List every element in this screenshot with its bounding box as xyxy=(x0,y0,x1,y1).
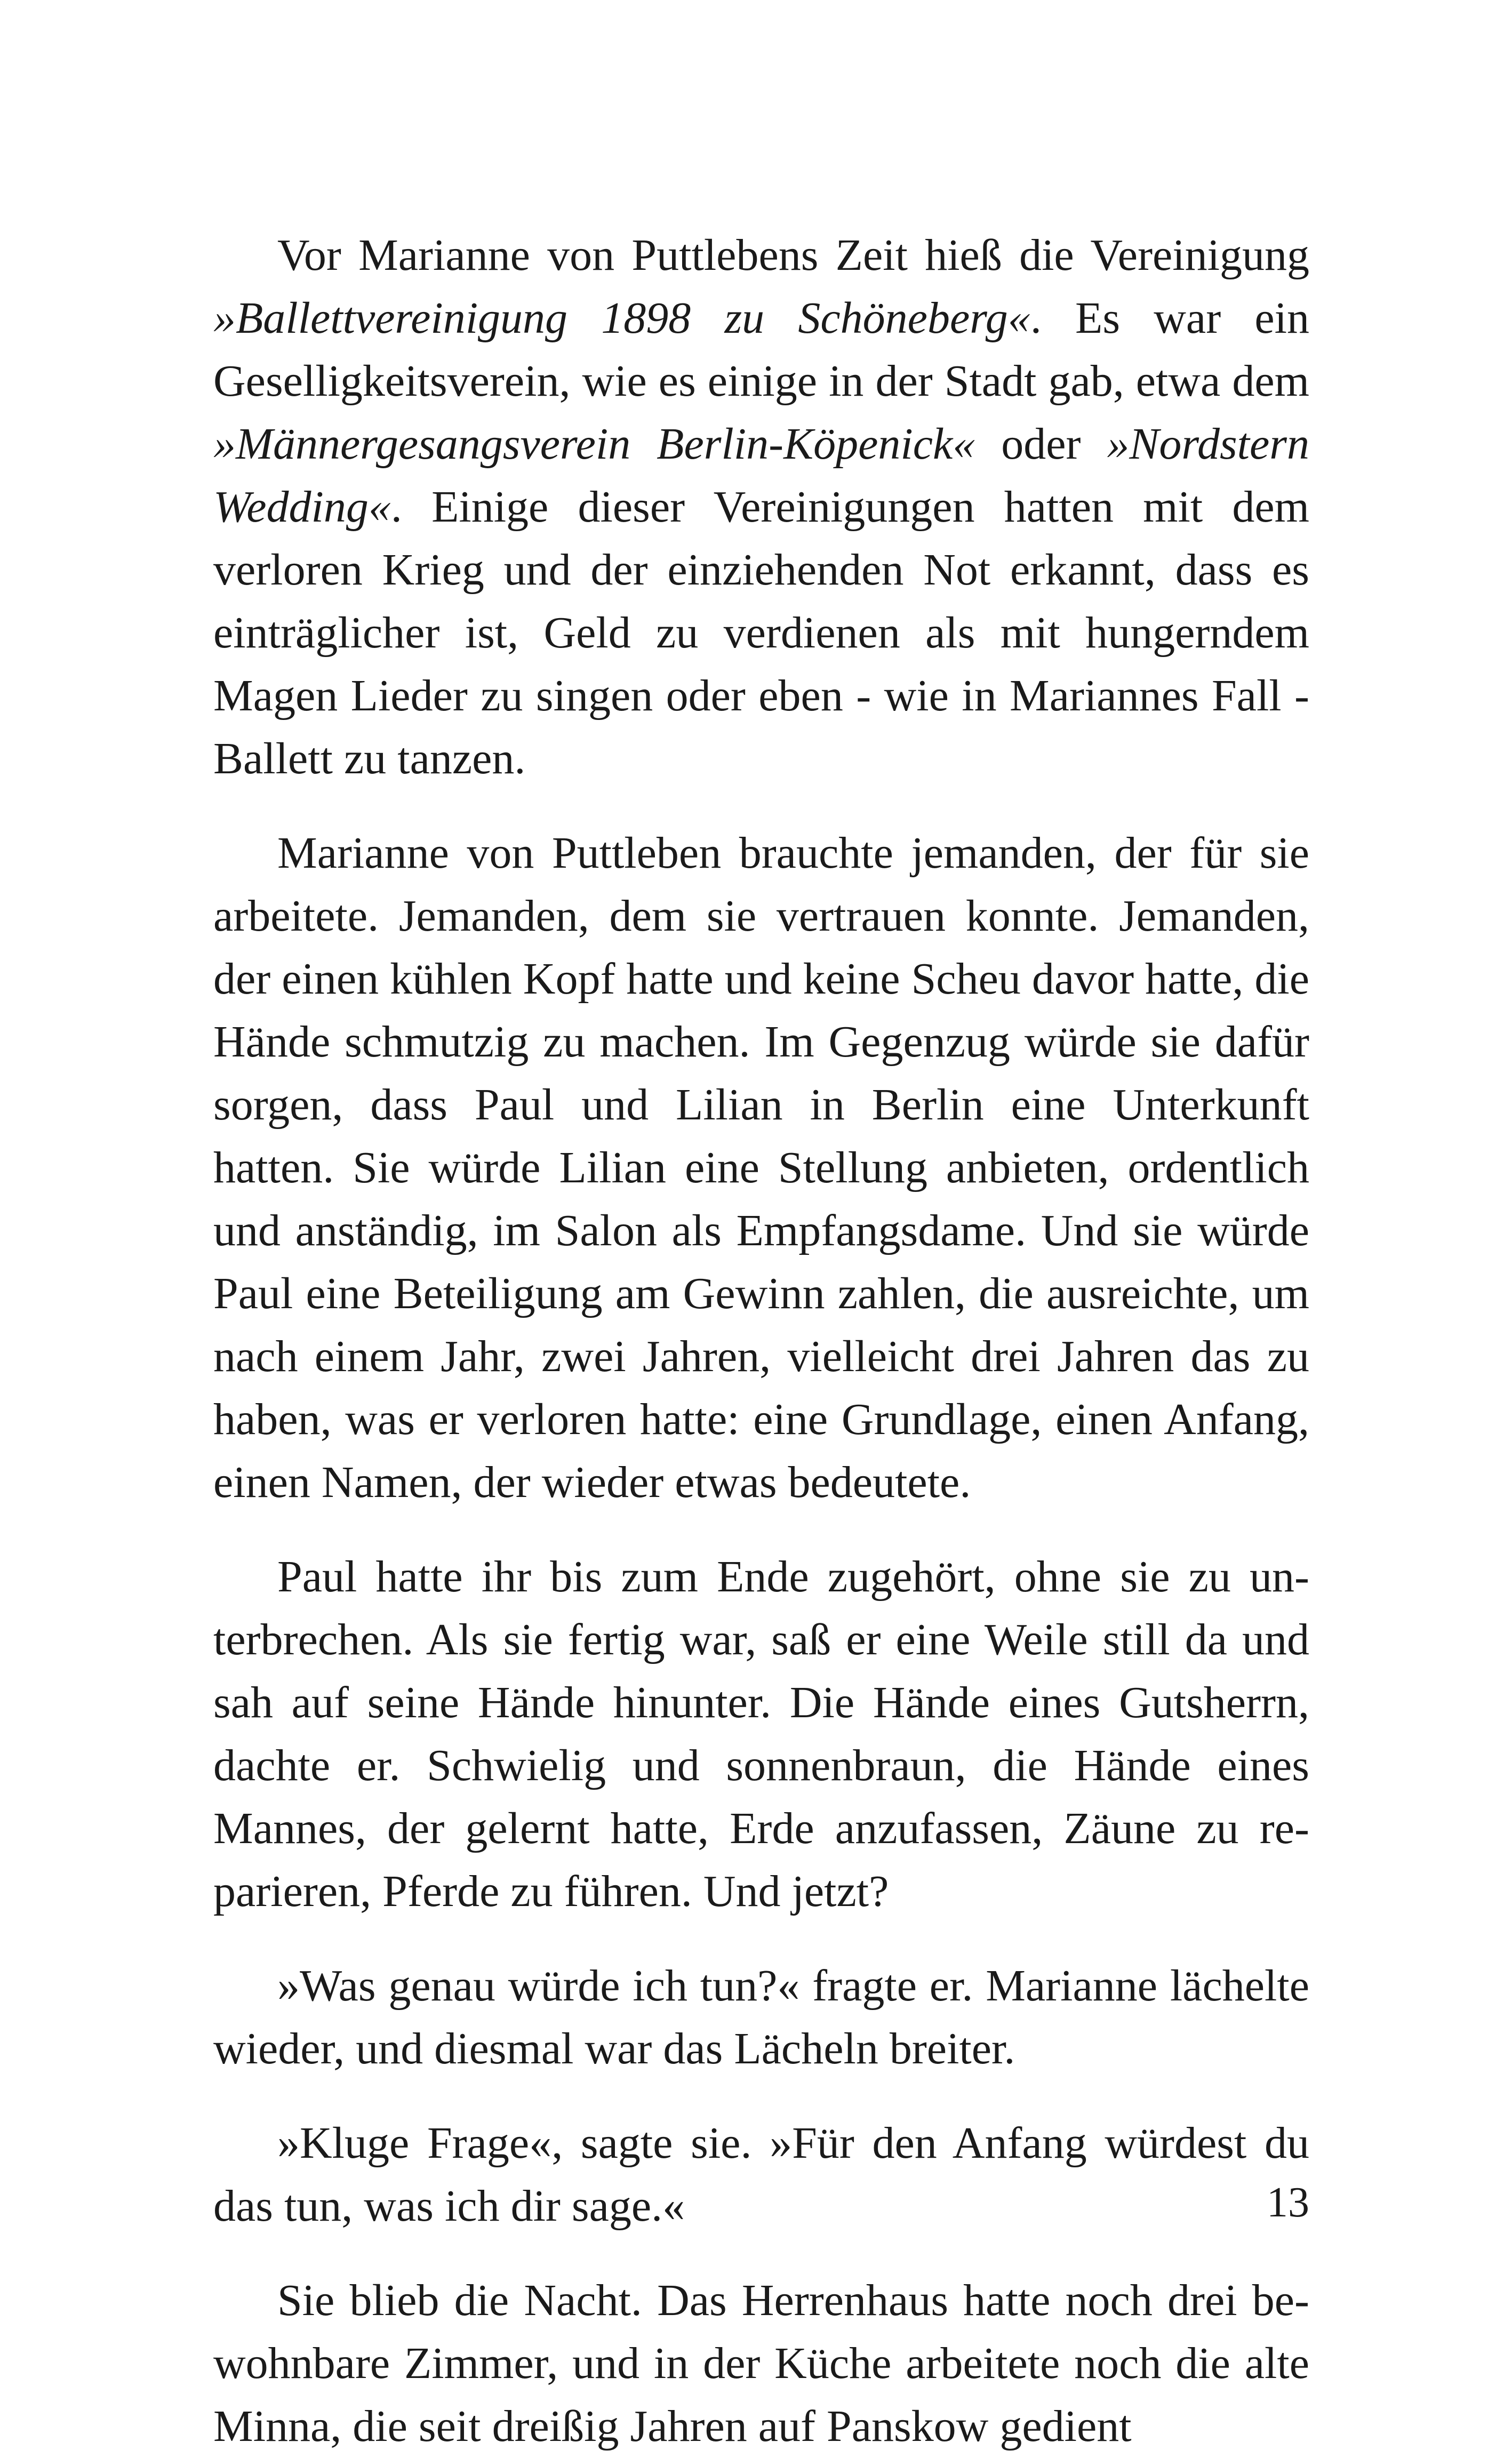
paragraph-text: Sie blieb die Nacht. Das Herrenhaus hatte noch drei bewohnbare Zimmer, und in der Küche arbeitete noch die alte Minna, die seit dreißig Jahren auf Panskow gedient xyxy=(213,2276,1309,2451)
paragraph-text: Marianne von Puttleben brauchte jemanden, der für sie arbeitete. Jemanden, dem sie vertrauen konnte. Jemanden, der einen kühlen Kopf hatte und keine Scheu davor hatte, die Hände schmutzig zu machen. Im Gegenzug würde sie dafür sorgen, dass Paul und Lilian in Berlin eine Unterkunft hatten. Sie würde Lilian eine Stellung anbieten, ordentlich und anständig, im Salon als Empfangsdame. Und sie würde Paul eine Beteiligung am Gewinn zahlen, die ausreichte, um nach einem Jahr, zwei Jahren, vielleicht drei Jahren das zu haben, was er verloren hatte: eine Grundlage, einen Anfang, einen Namen, der wieder etwas bedeutete. xyxy=(213,828,1309,1507)
paragraph-text: Vor Marianne von Puttlebens Zeit hieß die Vereinigung xyxy=(277,230,1309,280)
paragraph-text: Paul hatte ihr bis zum Ende zugehört, ohne sie zu unterbrechen. Als sie fertig war, saß er eine Weile still da und sah auf seine Hände hinunter. Die Hände eines Gutsherrn, dachte er. Schwielig und sonnenbraun, die Hände eines Mannes, der gelernt hatte, Erde anzufassen, Zäune zu reparieren, Pferde zu führen. Und jetzt? xyxy=(213,1552,1309,1916)
paragraph xyxy=(213,1955,1309,2080)
paragraph-text: oder xyxy=(975,419,1107,469)
paragraph-text: »Was genau würde ich tun?« fragte er. Marianne lächelte wieder, und diesmal war das Lächeln breiter. xyxy=(213,1961,1309,2073)
paragraph xyxy=(213,1546,1309,1923)
italic-name-text: »Nordstern Wedding« xyxy=(213,419,1309,532)
paragraph-text: . Es war ein Geselligkeitsverein, wie es einige in der Stadt gab, etwa dem xyxy=(213,293,1309,406)
body-text xyxy=(213,224,1309,2458)
paragraph-text: . Einige dieser Vereinigungen hatten mit dem verloren Krieg und der einziehenden Not erkannt, dass es einträglicher ist, Geld zu verdienen als mit hungerndem Magen Lieder zu singen oder eben - wie in Mariannes Fall - Ballett zu tanzen. xyxy=(213,482,1309,783)
page-number: 13 xyxy=(1267,2179,1309,2226)
paragraph-text: »Kluge Frage«, sagte sie. »Für den Anfang würdest du das tun, was ich dir sage.« xyxy=(213,2118,1309,2231)
paragraph xyxy=(213,2269,1309,2458)
italic-name-text: »Männergesangsverein Berlin-Köpenick« xyxy=(213,419,975,469)
italic-name-text: »Ballettvereinigung 1898 zu Schöneberg« xyxy=(213,293,1030,343)
paragraph xyxy=(213,822,1309,1514)
paragraph xyxy=(213,2112,1309,2238)
paragraph xyxy=(213,224,1309,790)
